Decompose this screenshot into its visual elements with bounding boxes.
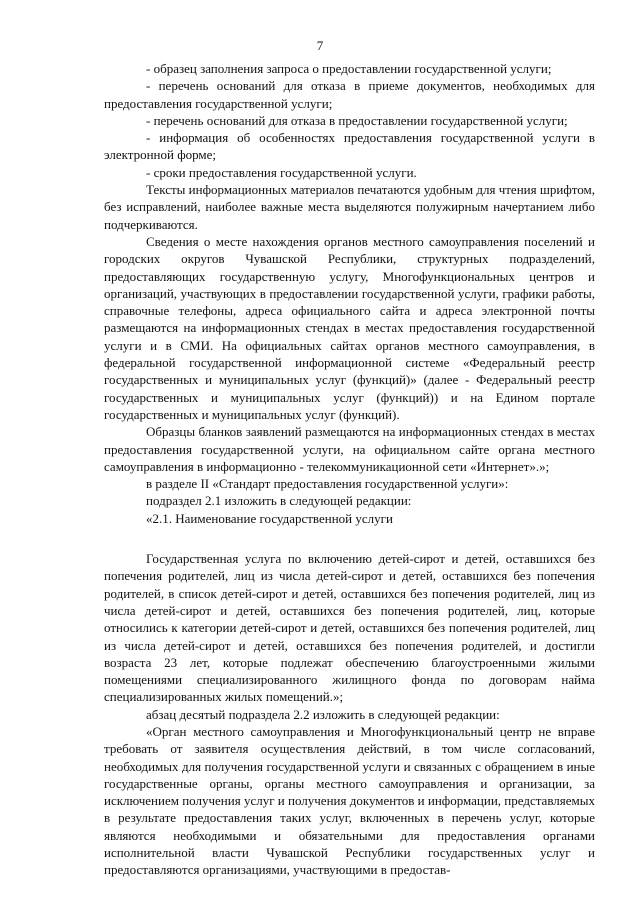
list-item-request-sample: - образец заполнения запроса о предоставлении государственной услуги; [146, 61, 552, 76]
list-item-refusal-grounds-documents: - перечень оснований для отказа в приеме документов, необходимых для предоставления государственной услуги; [104, 78, 595, 111]
paragraph-service-description: Государственная услуга по включению детей-сирот и детей, оставшихся без попечения родителей, лиц из числа детей-сирот и детей, оставшихся без попечения родителей, в список детей-сирот и детей, оставшихся без попечения родителей, лиц из числа детей-сирот и детей, оставшихся без попечения родителей, лиц, которые относились к категории детей-сирот и детей, оставшихся без попечения родителей, лиц из числа детей-сирот и детей, оставшихся без попечения родителей, и достигли возраста 23 лет, которые подлежат обеспечению благоустроенными жилыми помещениями специализированного жилищного фонда по договорам найма специализированных жилых помещений.»; [104, 551, 595, 705]
paragraph-application-samples: Образцы бланков заявлений размещаются на информационных стендах в местах предоставления государственной услуги, на официальном сайте органа местного самоуправления в информационно - телекоммуникационной сети «Интернет».»; [104, 424, 595, 474]
list-item-refusal-grounds-service: - перечень оснований для отказа в предоставлении государственной услуги; [146, 112, 568, 128]
paragraph-authority-restrictions: «Орган местного самоуправления и Многофункциональный центр не вправе требовать от заявителя осуществления действий, в том числе согласований, необходимых для получения государственной услуги и связанных с обращением в иные государственные органы, органы местного самоуправления и организации, за исключением получения услуг и получения документов и информации, представляемых в результате предоставления таких услуг, включенных в перечень услуг, которые являются необходимыми и обязательными для предоставления органами исполнительной власти Чувашской Республики государственных услуг и предоставляются организациями, участвующими в предостав- [104, 723, 595, 878]
paragraph-section-ii: в разделе II «Стандарт предоставления государственной услуги»: [146, 476, 509, 492]
subsection-heading-2-1: «2.1. Наименование государственной услуги [146, 510, 393, 526]
document-body [104, 60, 595, 879]
paragraph-subsection-2-1: подраздел 2.1 изложить в следующей редакции: [146, 493, 412, 509]
paragraph-materials-printing: Тексты информационных материалов печатаются удобным для чтения шрифтом, без исправлений, наиболее важные места выделяются полужирным начертанием либо подчеркиваются. [104, 182, 595, 232]
page-number: 7 [316, 38, 324, 53]
list-item-service-terms: - сроки предоставления государственной услуги. [146, 164, 417, 180]
list-item-electronic-form-info: - информация об особенностях предоставления государственной услуги в электронной форме; [104, 130, 595, 163]
paragraph-location-info: Сведения о месте нахождения органов местного самоуправления поселений и городских округов Чувашской Республики, структурных подразделений, предоставляющих государственную услугу, Многофункциональных центров и организаций, участвующих в предоставлении государственной услуги, графики работы, справочные телефоны, адреса официального сайта и адреса электронной почты размещаются на информационных стендах в местах предоставления государственной услуги и в СМИ. На официальных сайтах органов местного самоуправления, в федеральной государственной информационной системе «Федеральный реестр государственных и муниципальных услуг (функций)» (далее - Федеральный реестр государственных и муниципальных услуг (функций)) и на Едином портале государственных и муниципальных услуг (функций). [104, 233, 595, 422]
paragraph-subsection-2-2: абзац десятый подраздела 2.2 изложить в следующей редакции: [146, 706, 500, 722]
blank-line [104, 527, 595, 550]
